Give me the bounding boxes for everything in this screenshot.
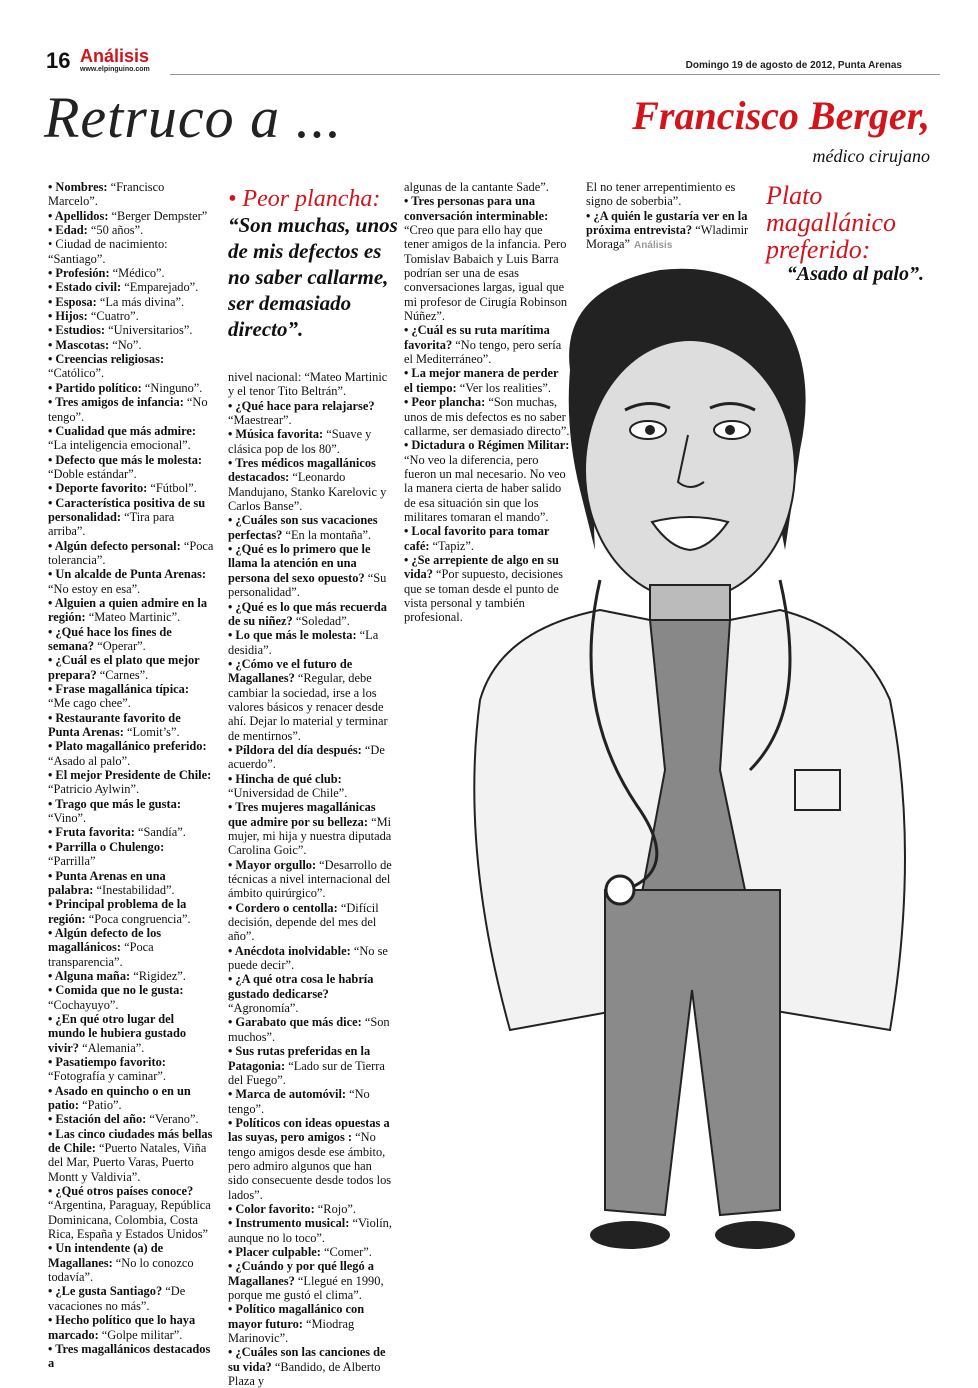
qa-item (48, 453, 214, 482)
qa-answer: “Maestrear”. (228, 413, 292, 428)
qa-answer: “Católico”. (48, 366, 105, 381)
interview-column-1 (48, 180, 214, 1371)
newspaper-url: www.elpinguino.com (80, 66, 150, 73)
qa-question: • ¿A qué otra cosa le habría gustado dedicarse? (228, 972, 374, 1001)
qa-item (586, 180, 752, 209)
qa-question: • Principal problema de la región: (48, 897, 187, 926)
qa-answer: “La inteligencia emocional”. (48, 438, 191, 453)
qa-item (228, 427, 394, 456)
qa-question: • Cordero o centolla: (228, 900, 338, 915)
pull-quote-text: “Son muchas, unos de mis defectos es no saber callarme, ser demasiado directo”. (228, 213, 398, 341)
qa-question: • Estación del año: (48, 1112, 147, 1127)
qa-answer: “De vacaciones no más”. (48, 1284, 186, 1313)
qa-question: • ¿Cuál es el plato que mejor prepara? (48, 653, 200, 682)
qa-answer: “La más divina”. (96, 294, 185, 309)
qa-answer: “No tengo”. (48, 395, 208, 424)
qa-answer: “Llegué en 1990, porque me gustó el clima”. (228, 1273, 384, 1302)
qa-answer: “Argentina, Paraguay, República Dominicana, Colombia, Costa Rica, España y Estados Unidos” (48, 1198, 211, 1242)
qa-answer: “Poca tolerancia”. (48, 538, 214, 567)
qa-item (228, 772, 394, 801)
qa-item (48, 180, 214, 209)
qa-answer: “Inestabilidad”. (93, 882, 175, 897)
qa-item (228, 1259, 394, 1302)
qa-item (48, 682, 214, 711)
header-rule (170, 74, 940, 75)
qa-item (228, 800, 394, 857)
qa-question: • Marca de automóvil: (228, 1087, 347, 1102)
qa-item (48, 1127, 214, 1184)
qa-question: • ¿Le gusta Santiago? (48, 1284, 163, 1299)
qa-question: • Frase magallánica típica: (48, 682, 189, 697)
qa-question: • Edad: (48, 223, 88, 238)
qa-item (48, 481, 214, 495)
qa-question: • ¿Cuándo y por qué llegó a Magallanes? (228, 1259, 374, 1288)
qa-answer: “La desidia”. (228, 628, 379, 657)
qa-item (48, 1184, 214, 1241)
qa-item (48, 1112, 214, 1126)
qa-question: • Dictadura o Régimen Militar: (404, 438, 570, 453)
qa-answer: “Francisco Marcelo”. (48, 180, 165, 209)
qa-answer: “Patio”. (78, 1098, 122, 1112)
qa-question: • Fruta favorita: (48, 825, 135, 840)
qa-question: • Instrumento musical: (228, 1216, 350, 1231)
qa-item (228, 600, 394, 629)
qa-item (228, 1216, 394, 1245)
qa-answer: “Miodrag Marinovic”. (228, 1316, 355, 1346)
qa-item (228, 944, 394, 973)
qa-question: • Característica positiva de su personalidad: (48, 495, 206, 524)
qa-question: • Creencias religiosas: (48, 352, 165, 367)
pull-quote-heading: • Peor plancha: (228, 186, 381, 212)
qa-answer: “Parrilla” (48, 854, 96, 869)
qa-question: • ¿Qué hace para relajarse? (228, 398, 375, 413)
qa-answer: “Universidad de Chile”. (228, 785, 348, 800)
qa-question: • Tres personas para una conversación interminable: (404, 194, 549, 223)
qa-answer: “Patricio Aylwin”. (48, 782, 140, 797)
qa-item (48, 969, 214, 983)
qa-question: • Estudios: (48, 323, 106, 338)
qa-question: • El mejor Presidente de Chile: (48, 768, 212, 783)
qa-item (48, 840, 214, 869)
qa-item (228, 901, 394, 944)
qa-question: • Garabato que más dice: (228, 1015, 362, 1030)
qa-item (586, 209, 752, 252)
qa-question: • ¿A quién le gustaría ver en la próxima entrevista? (586, 208, 748, 238)
qa-question: • Píldora del día después: (228, 742, 362, 757)
qa-question: • Peor plancha: (404, 395, 486, 410)
page-header (40, 28, 940, 78)
qa-item (48, 280, 214, 294)
qa-answer: “Fotografía y caminar”. (48, 1069, 167, 1084)
qa-item (228, 1245, 394, 1259)
qa-item (48, 539, 214, 568)
qa-question: • Tres médicos magallánicos destacados: (228, 456, 376, 485)
qa-answer: “Soledad”. (292, 613, 350, 628)
qa-item (48, 739, 214, 768)
qa-answer: “Ninguno”. (141, 380, 203, 395)
qa-item (48, 338, 214, 352)
qa-answer: “Rojo”. (314, 1201, 356, 1216)
qa-answer: “De acuerdo”. (228, 742, 385, 772)
qa-question: • Deporte favorito: (48, 481, 148, 496)
qa-answer: “No veo la diferencia, pero fueron un mal necesario. No veo la manera cierta de haber salido de esa situación sin que los militares tomaran el mando”. (404, 452, 566, 524)
qa-answer: “Verano”. (146, 1112, 199, 1127)
qa-answer: “Golpe militar”. (98, 1327, 183, 1342)
qa-answer: “Asado al palo”. (48, 753, 131, 768)
qa-item (48, 1012, 214, 1055)
qa-item (48, 295, 214, 309)
qa-answer: “Operar”. (94, 639, 146, 653)
qa-item (48, 869, 214, 898)
qa-answer: “Universitarios”. (105, 323, 193, 338)
qa-item (48, 1084, 214, 1113)
qa-question: • Local favorito para tomar café: (404, 524, 550, 553)
qa-answer: “Tira para arriba”. (48, 509, 175, 539)
qa-answer: “Difícil decisión, depende del mes del año”. (228, 900, 379, 944)
qa-item (228, 1087, 394, 1116)
qa-item (48, 926, 214, 969)
qa-answer: “Doble estándar”. (48, 466, 137, 481)
page-number: 16 (46, 48, 71, 73)
interviewee-profession: médico cirujano (812, 146, 930, 166)
qa-question: • La mejor manera de perder el tiempo: (404, 366, 559, 395)
qa-answer: “Berger Dempster” (108, 208, 208, 223)
dish-heading: Plato magallánico preferido: (766, 181, 896, 264)
qa-item (228, 1345, 394, 1388)
qa-question: • Tres magallánicos destacados a (48, 1341, 211, 1371)
qa-item (48, 352, 214, 381)
qa-item (48, 381, 214, 395)
qa-item (228, 399, 394, 428)
qa-question: • ¿Qué es lo primero que le llama la atención en una persona del sexo opuesto? (228, 542, 371, 585)
qa-answer: “Creo que para ello hay que tener amigos de la infancia. Pero Tomislav Babaich y Luis Barra podrían ser una de esas conversaciones largas, igual que mi profesor de Cirugía Robinson Núñez”. (404, 223, 568, 324)
qa-answer: “Poca congruencia”. (85, 911, 191, 926)
qa-question: • Hecho político que lo haya marcado: (48, 1313, 196, 1342)
qa-item (228, 972, 394, 1015)
qa-item (48, 1241, 214, 1284)
qa-question: • Tres mujeres magallánicas que admire por su belleza: (228, 800, 376, 829)
qa-item (48, 1055, 214, 1084)
qa-answer: “Cuatro”. (87, 309, 139, 324)
qa-question: • Políticos con ideas opuestas a las suyas, pero amigos : (228, 1115, 390, 1145)
qa-item (48, 1342, 214, 1371)
qa-question: • Algún defecto personal: (48, 538, 181, 553)
qa-item (48, 825, 214, 839)
qa-question: • Comida que no le gusta: (48, 983, 184, 998)
qa-question: • Plato magallánico preferido: (48, 739, 207, 754)
pull-quote (228, 186, 398, 342)
qa-answer: “Carnes”. (96, 667, 149, 682)
qa-answer: “Su personalidad”. (228, 570, 387, 600)
qa-answer: “Violín, aunque no lo toco”. (228, 1216, 392, 1245)
qa-answer: “Desarrollo de técnicas a nivel internacional del ámbito quirúrgico”. (228, 857, 392, 901)
qa-item (228, 1202, 394, 1216)
qa-item (228, 743, 394, 772)
qa-answer: “No tengo”. (228, 1087, 370, 1116)
qa-item (48, 209, 214, 223)
qa-item (48, 266, 214, 280)
qa-answer: “No tengo, pero sería el Mediterráneo”. (404, 337, 562, 367)
caricature-illustration (420, 250, 960, 1260)
qa-answer: “Mi mujer, mi hija y nuestra diputada Carolina Goic”. (228, 814, 392, 858)
qa-answer: “No estoy en esa”. (48, 581, 141, 596)
dish-answer: “Asado al palo”. (786, 263, 924, 285)
interview-column-4 (586, 180, 752, 252)
qa-answer: “Son muchos”. (228, 1015, 390, 1044)
qa-question: • Hijos: (48, 309, 88, 324)
qa-item (48, 496, 214, 539)
qa-item (228, 456, 394, 513)
qa-answer: “Comer”. (320, 1244, 372, 1259)
qa-item (48, 567, 214, 596)
qa-answer: “Por supuesto, decisiones que se toman desde el punto de vista personal y también profesional. (404, 567, 564, 625)
qa-answer: “Poca transparencia”. (48, 940, 154, 969)
dateline: Domingo 19 de agosto de 2012, Punta Arenas (685, 60, 902, 71)
end-mark-logo: Análisis (634, 240, 673, 252)
qa-answer: “Puerto Natales, Viña del Mar, Puerto Varas, Puerto Montt y Valdivia”. (48, 1141, 207, 1184)
qa-question: • Mascotas: (48, 337, 110, 352)
qa-answer: nivel nacional: “Mateo Martinic y el tenor Tito Beltrán”. (228, 370, 388, 399)
qa-answer: “Vino”. (48, 811, 87, 826)
newspaper-logo: Análisis (80, 46, 150, 66)
qa-item (48, 711, 214, 740)
qa-question: • Un intendente (a) de Magallanes: (48, 1241, 164, 1270)
qa-question: • Hincha de qué club: (228, 771, 342, 786)
qa-answer: “Tapiz”. (429, 538, 474, 553)
qa-answer: “No se puede decir”. (228, 943, 388, 973)
qa-answer: “Ver los realities”. (456, 380, 551, 395)
qa-question: • Un alcalde de Punta Arenas: (48, 567, 206, 582)
qa-answer: “En la montaña”. (282, 527, 372, 542)
qa-item (48, 596, 214, 625)
qa-question: • Placer culpable: (228, 1244, 321, 1259)
qa-item (48, 653, 214, 682)
qa-question: • Esposa: (48, 294, 97, 309)
qa-question: • Tres amigos de infancia: (48, 395, 184, 410)
qa-item (48, 797, 214, 826)
qa-item (48, 625, 214, 654)
qa-answer: “Mateo Martinic”. (85, 610, 181, 625)
qa-item (48, 768, 214, 797)
qa-item (48, 323, 214, 337)
qa-answer: algunas de la cantante Sade”. (404, 180, 549, 194)
qa-item (228, 1302, 394, 1345)
qa-answer: “Bandido, de Alberto Plaza y (228, 1359, 381, 1388)
qa-item (48, 1313, 214, 1342)
qa-answer: “Regular, debe cambiar la sociedad, irse a los valores básicos y renacer desde ahí. Dejar lo material y terminar de mentirnos”. (228, 671, 388, 743)
qa-question: • Pasatiempo favorito: (48, 1054, 166, 1069)
qa-answer: “Sandía”. (134, 825, 186, 840)
qa-answer: “Suave y clásica pop de los 80”. (228, 427, 372, 456)
qa-question: • Punta Arenas en una palabra: (48, 868, 166, 897)
qa-question: • ¿Qué otros países conoce? (48, 1184, 194, 1199)
qa-question: • Lo que más le molesta: (228, 628, 357, 643)
qa-answer: “Cochayuyo”. (48, 997, 119, 1012)
qa-question: • ¿Cuál es su ruta marítima favorita? (404, 323, 550, 352)
qa-item (48, 309, 214, 323)
qa-answer: “No”. (109, 337, 142, 352)
qa-answer: “No tengo amigos desde ese ámbito, pero admiro algunos que han sido consecuente desde todos los lados”. (228, 1130, 392, 1202)
qa-item (48, 424, 214, 453)
qa-question: • Mayor orgullo: (228, 857, 317, 872)
qa-answer: “50 años”. (87, 223, 144, 238)
qa-answer: “Me cago chee”. (48, 696, 131, 711)
qa-question: • Nombres: (48, 180, 108, 194)
qa-question: • Cualidad que más admire: (48, 423, 196, 438)
qa-item (228, 858, 394, 901)
qa-question: • Anécdota inolvidable: (228, 943, 351, 958)
qa-question: • Asado en quincho o en un patio: (48, 1083, 191, 1112)
qa-question: • ¿Se arrepiente de algo en su vida? (404, 552, 559, 582)
qa-answer: “Alemania”. (78, 1040, 145, 1055)
qa-question: • ¿Qué es lo que más recuerda de su niñez? (228, 599, 387, 628)
qa-question: • Profesión: (48, 266, 110, 281)
qa-question: • Partido político: (48, 380, 142, 395)
qa-question: • Restaurante favorito de Punta Arenas: (48, 710, 181, 740)
qa-question: • Alguna maña: (48, 968, 131, 983)
qa-item (48, 395, 214, 424)
qa-question: • Apellidos: (48, 208, 109, 223)
qa-item (228, 628, 394, 657)
qa-question: • Defecto que más le molesta: (48, 452, 203, 467)
qa-item (228, 370, 394, 399)
qa-item (48, 223, 214, 237)
qa-item (228, 1044, 394, 1087)
qa-question: • Sus rutas preferidas en la Patagonia: (228, 1044, 371, 1073)
interviewee-name: Francisco Berger, (632, 93, 930, 138)
qa-answer: “Agronomía”. (228, 1001, 299, 1016)
qa-answer: “Rigidez”. (130, 968, 186, 983)
section-title: Retruco a ... (44, 85, 343, 150)
qa-item (48, 1284, 214, 1313)
qa-question: • ¿Cómo ve el futuro de Magallanes? (228, 656, 353, 686)
qa-question: • Algún defecto de los magallánicos: (48, 925, 162, 955)
qa-question: • ¿En qué otro lugar del mundo le hubiera gustado vivir? (48, 1011, 187, 1055)
qa-answer: “Son muchas, unos de mis defectos es no saber callarme, ser demasiado directo”. (404, 395, 570, 438)
qa-answer: “Médico”. (109, 266, 165, 281)
qa-answer: El no tener arrepentimiento es signo de soberbia”. (586, 180, 736, 209)
qa-answer: “No lo conozco todavía”. (48, 1255, 194, 1285)
qa-question: • Político magallánico con mayor futuro: (228, 1302, 365, 1331)
qa-answer: “Lado sur de Tierra del Fuego”. (228, 1058, 385, 1087)
qa-item (228, 513, 394, 542)
qa-item (48, 983, 214, 1012)
qa-question: • Parrilla o Chulengo: (48, 839, 165, 854)
qa-item (228, 657, 394, 743)
qa-item (404, 180, 570, 194)
qa-answer: “Wladimir Moraga” (586, 223, 749, 252)
qa-answer: • Ciudad de nacimiento: “Santiago”. (48, 237, 168, 266)
qa-question: • ¿Cuáles son las canciones de su vida? (228, 1345, 386, 1374)
qa-question: • Las cinco ciudades más bellas de Chile: (48, 1126, 213, 1156)
qa-question: • Color favorito: (228, 1201, 315, 1216)
qa-item (48, 237, 214, 266)
qa-item (228, 1015, 394, 1044)
qa-question: • Estado civil: (48, 280, 122, 295)
qa-answer: “Leonardo Mandujano, Stanko Karelovic y Carlos Banse”. (228, 470, 387, 514)
qa-question: • Alguien a quien admire en la región: (48, 595, 208, 625)
interview-column-2 (228, 370, 394, 1388)
qa-question: • ¿Qué hace los fines de semana? (48, 624, 172, 653)
qa-answer: “Emparejado”. (121, 280, 199, 295)
qa-question: • Música favorita: (228, 427, 324, 442)
qa-item (48, 897, 214, 926)
qa-answer: “Lomit’s”. (123, 725, 180, 740)
qa-answer: “Fútbol”. (147, 481, 197, 496)
qa-item (228, 542, 394, 599)
qa-question: • Trago que más le gusta: (48, 796, 181, 811)
qa-item (228, 1116, 394, 1202)
qa-question: • ¿Cuáles son sus vacaciones perfectas? (228, 513, 378, 542)
